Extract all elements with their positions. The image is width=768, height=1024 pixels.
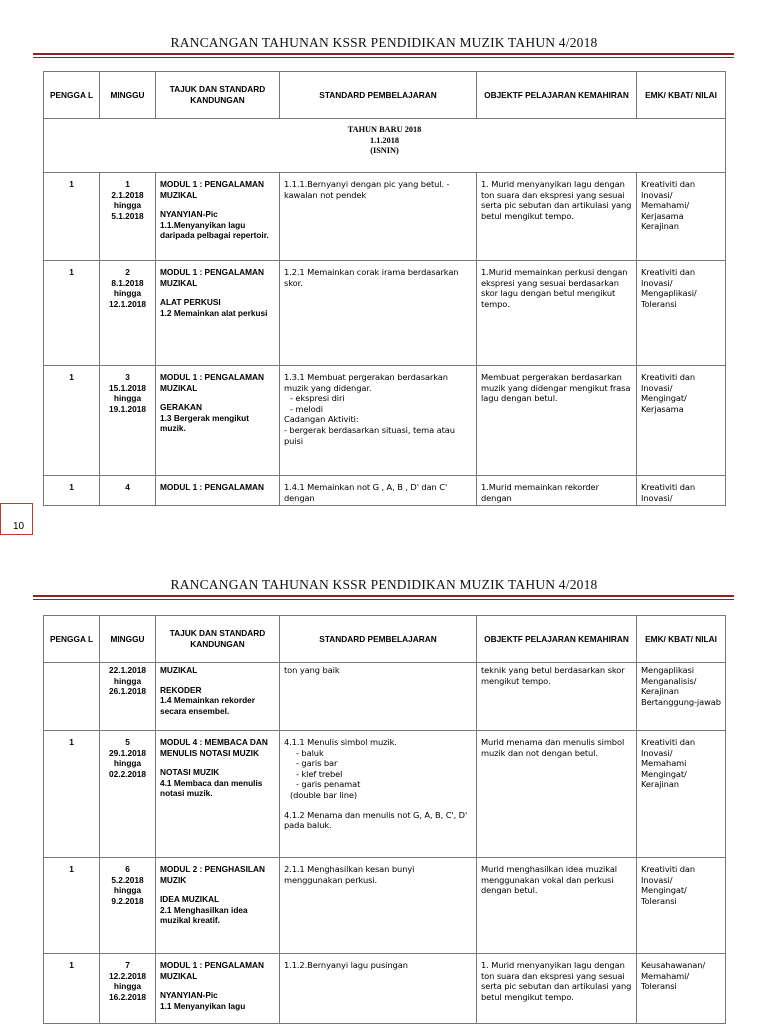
cell-tajuk: MODUL 4 : MEMBACA DAN MENULIS NOTASI MUZIK NOTASI MUZIK 4.1 Membaca dan menulis notasi muzik.: [156, 731, 280, 858]
cell-pengga: 1: [44, 858, 100, 954]
cell-pengga: 1: [44, 366, 100, 476]
cell-objektif: 1.Murid memainkan perkusi dengan ekspresi yang sesuai berdasarkan skor lagu dengan betul mengikut tempo.: [477, 261, 637, 366]
title-rule: [33, 53, 734, 58]
document-page-2: [0, 560, 768, 1024]
cell-tajuk: MODUL 1 : PENGALAMAN MUZIKAL ALAT PERKUSI 1.2 Memainkan alat perkusi: [156, 261, 280, 366]
cell-minggu: 4: [100, 476, 156, 506]
cell-emk: Keusahawanan/ Memahami/ Toleransi: [637, 954, 726, 1024]
cell-minggu: 22.1.2018 hingga 26.1.2018: [100, 663, 156, 731]
cell-standard: 1.2.1 Memainkan corak irama berdasarkan skor.: [280, 261, 477, 366]
year-banner-title: TAHUN BARU 2018: [347, 125, 422, 134]
header-pengga: PENGGA L: [44, 616, 100, 663]
year-banner: [44, 119, 726, 173]
cell-tajuk: MODUL 1 : PENGALAMAN MUZIKAL GERAKAN 1.3 Bergerak mengikut muzik.: [156, 366, 280, 476]
cell-standard: 1.4.1 Memainkan not G , A, B , D' dan C' dengan: [280, 476, 477, 506]
cell-standard: 1.3.1 Membuat pergerakan berdasarkan muzik yang didengar. - ekspresi diri - melodi Cadangan Aktiviti: - bergerak berdasarkan situasi, tema atau puisi: [280, 366, 477, 476]
cell-objektif: 1. Murid menyanyikan lagu dengan ton suara dan ekspresi yang sesuai serta pic sebutan dan artikulasi yang betul mengikut tempo.: [477, 954, 637, 1024]
cell-minggu: 3 15.1.2018 hingga 19.1.2018: [100, 366, 156, 476]
header-minggu: MINGGU: [100, 616, 156, 663]
cell-pengga: [44, 663, 100, 731]
header-objektif: OBJEKTF PELAJARAN KEMAHIRAN: [477, 616, 637, 663]
cell-emk: Kreativiti dan Inovasi/ Memahami Mengingat/ Kerajinan: [637, 731, 726, 858]
table-row: [44, 173, 726, 261]
year-banner-date: 1.1.2018: [369, 135, 400, 145]
cell-emk: Kreativiti dan Inovasi/ Mengingat/ Toleransi: [637, 858, 726, 954]
year-banner-day: (ISNIN): [370, 146, 399, 156]
header-standard: STANDARD PEMBELAJARAN: [280, 616, 477, 663]
cell-standard: 4.1.1 Menulis simbol muzik. - baluk - garis bar - klef trebel - garis penamat (double bar line) 4.1.2 Menama dan menulis not G, A, B, C', D' pada baluk.: [280, 731, 477, 858]
table-row: [44, 261, 726, 366]
cell-emk: Kreativiti dan Inovasi/: [637, 476, 726, 506]
cell-objektif: Murid menama dan menulis simbol muzik dan not dengan betul.: [477, 731, 637, 858]
cell-pengga: 1: [44, 173, 100, 261]
cell-pengga: 1: [44, 731, 100, 858]
cell-objektif: Murid menghasilkan idea muzikal menggunakan vokal dan perkusi dengan betul.: [477, 858, 637, 954]
table-header-row: [44, 616, 726, 663]
cell-tajuk: MODUL 1 : PENGALAMAN MUZIKAL NYANYIAN-Pic 1.1 Menyanyikan lagu: [156, 954, 280, 1024]
table-header-row: [44, 72, 726, 119]
cell-objektif: 1.Murid memainkan rekorder dengan: [477, 476, 637, 506]
header-emk: EMK/ KBAT/ NILAI: [637, 72, 726, 119]
page-title: RANCANGAN TAHUNAN KSSR PENDIDIKAN MUZIK TAHUN 4/2018: [170, 35, 598, 50]
cell-emk: Kreativiti dan Inovasi/ Memahami/ Kerjasama Kerajinan: [637, 173, 726, 261]
table-row: [44, 954, 726, 1024]
cell-standard: 1.1.2.Bernyanyi lagu pusingan: [280, 954, 477, 1024]
header-tajuk: TAJUK DAN STANDARD KANDUNGAN: [156, 616, 280, 663]
cell-tajuk: MODUL 1 : PENGALAMAN MUZIKAL NYANYIAN-Pic 1.1.Menyanyikan lagu daripada pelbagai repertoir.: [156, 173, 280, 261]
cell-pengga: 1: [44, 476, 100, 506]
table-row: [44, 663, 726, 731]
cell-pengga: 1: [44, 954, 100, 1024]
header-emk: EMK/ KBAT/ NILAI: [637, 616, 726, 663]
header-objektif: OBJEKTF PELAJARAN KEMAHIRAN: [477, 72, 637, 119]
cell-tajuk: MUZIKAL REKODER 1.4 Memainkan rekorder secara ensembel.: [156, 663, 280, 731]
plan-table: [43, 615, 726, 1024]
page-number-box: 10: [0, 503, 33, 535]
title-rule: [33, 595, 734, 600]
table-row: [44, 731, 726, 858]
cell-objektif: teknik yang betul berdasarkan skor mengikut tempo.: [477, 663, 637, 731]
header-minggu: MINGGU: [100, 72, 156, 119]
table-row: [44, 476, 726, 506]
header-tajuk: TAJUK DAN STANDARD KANDUNGAN: [156, 72, 280, 119]
cell-tajuk: MODUL 2 : PENGHASILAN MUZIK IDEA MUZIKAL 2.1 Menghasilkan idea muzikal kreatif.: [156, 858, 280, 954]
cell-minggu: 2 8.1.2018 hingga 12.1.2018: [100, 261, 156, 366]
cell-minggu: 5 29.1.2018 hingga 02.2.2018: [100, 731, 156, 858]
plan-table: [43, 71, 726, 506]
table-row: [44, 858, 726, 954]
cell-minggu: 6 5.2.2018 hingga 9.2.2018: [100, 858, 156, 954]
cell-standard: ton yang baik: [280, 663, 477, 731]
page-title: RANCANGAN TAHUNAN KSSR PENDIDIKAN MUZIK TAHUN 4/2018: [170, 577, 598, 592]
cell-pengga: 1: [44, 261, 100, 366]
cell-minggu: 1 2.1.2018 hingga 5.1.2018: [100, 173, 156, 261]
cell-standard: 2.1.1 Menghasilkan kesan bunyi menggunakan perkusi.: [280, 858, 477, 954]
table-row: [44, 366, 726, 476]
header-standard: STANDARD PEMBELAJARAN: [280, 72, 477, 119]
cell-emk: Mengaplikasi Menganalisis/ Kerajinan Bertanggung-jawab: [637, 663, 726, 731]
cell-minggu: 7 12.2.2018 hingga 16.2.2018: [100, 954, 156, 1024]
cell-standard: 1.1.1.Bernyanyi dengan pic yang betul. - kawalan not pendek: [280, 173, 477, 261]
header-pengga: PENGGA L: [44, 72, 100, 119]
cell-objektif: 1. Murid menyanyikan lagu dengan ton suara dan ekspresi yang sesuai serta pic sebutan dan artikulasi yang betul mengikut tempo.: [477, 173, 637, 261]
cell-emk: Kreativiti dan Inovasi/ Mengingat/ Kerjasama: [637, 366, 726, 476]
cell-objektif: Membuat pergerakan berdasarkan muzik yang didengar mengikut frasa lagu dengan betul.: [477, 366, 637, 476]
cell-emk: Kreativiti dan Inovasi/ Mengaplikasi/ Toleransi: [637, 261, 726, 366]
year-banner-row: [44, 119, 726, 173]
cell-tajuk: MODUL 1 : PENGALAMAN: [156, 476, 280, 506]
